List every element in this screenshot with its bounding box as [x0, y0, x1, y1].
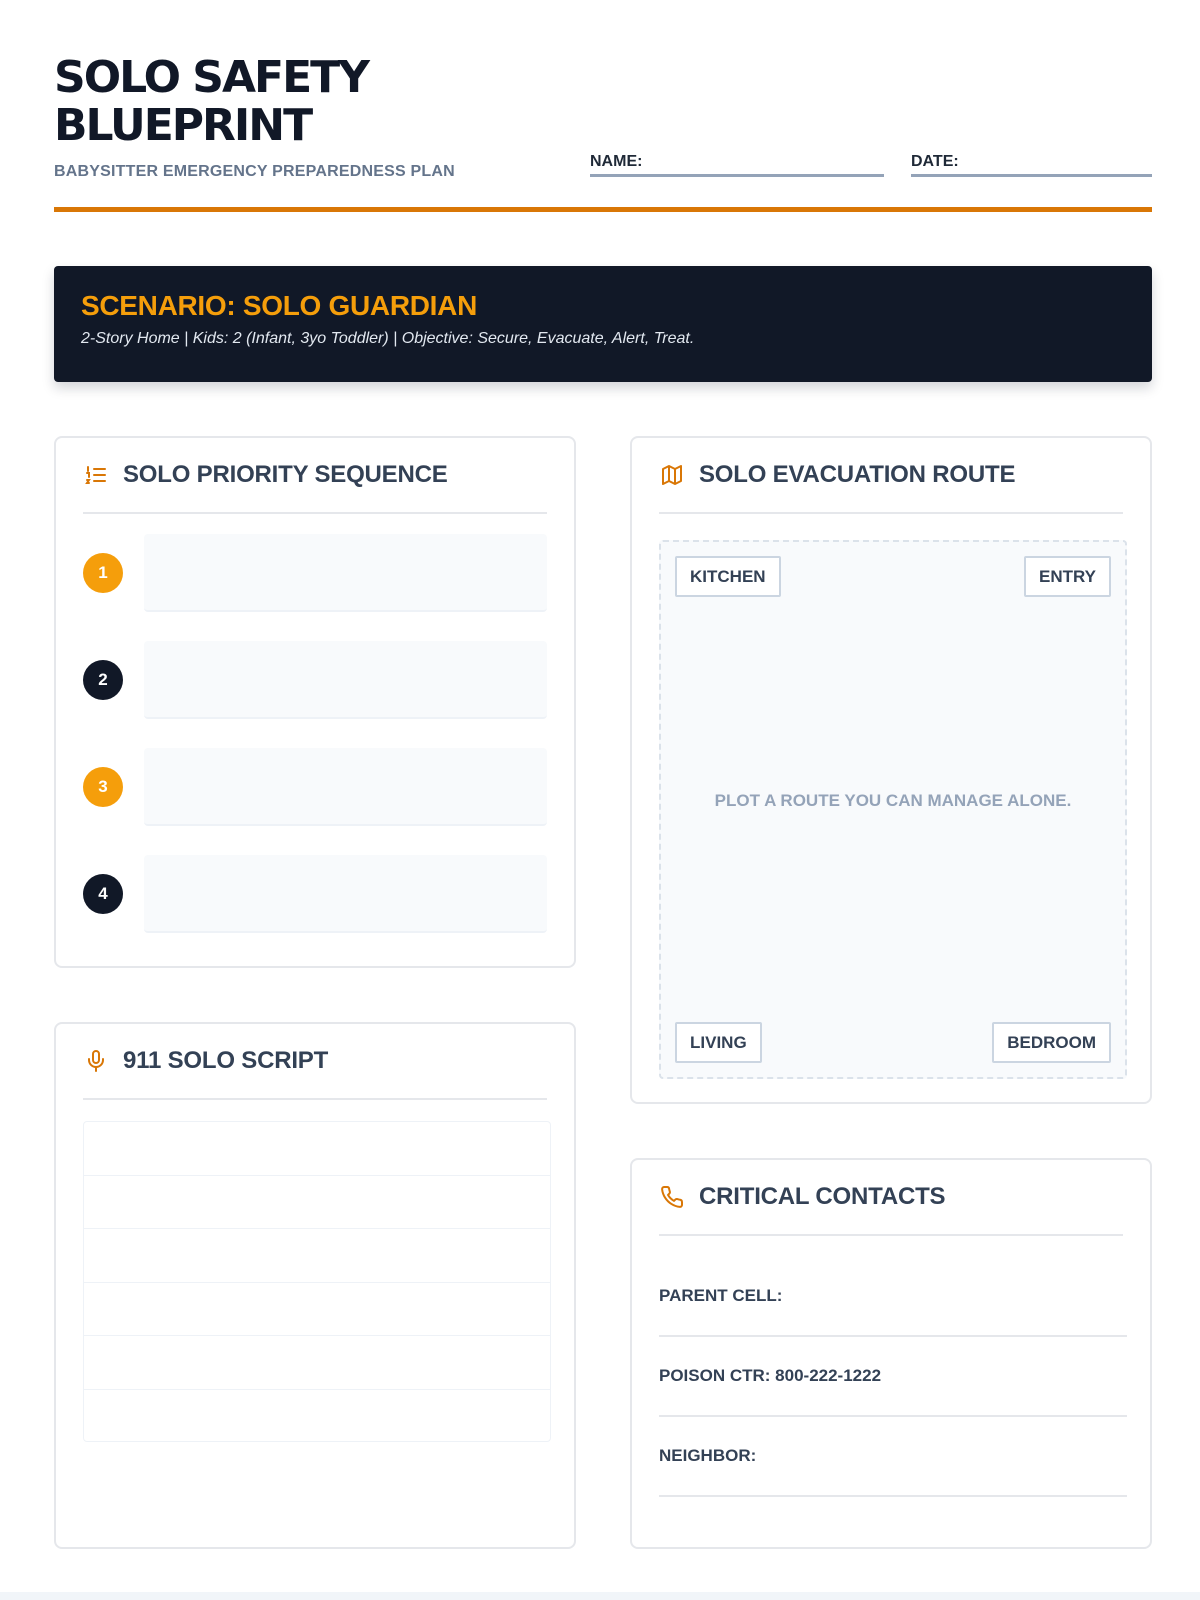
- page-subtitle: BABYSITTER EMERGENCY PREPAREDNESS PLAN: [54, 163, 455, 180]
- step-entry-box[interactable]: [144, 534, 547, 612]
- priority-sequence-card: [54, 436, 576, 968]
- writing-line: [84, 1283, 550, 1337]
- name-field[interactable]: [590, 153, 884, 177]
- step-number-badge: 3: [83, 767, 123, 807]
- step-entry-box[interactable]: [144, 641, 547, 719]
- solo-script-header: [83, 1024, 547, 1100]
- room-label-entry: ENTRY: [1024, 556, 1111, 597]
- writing-line: [84, 1336, 550, 1390]
- step-entry-box[interactable]: [144, 855, 547, 933]
- evacuation-route-header: [659, 438, 1123, 514]
- solo-script-card: [54, 1022, 576, 1549]
- page-bottom-edge: [0, 1592, 1200, 1600]
- priority-sequence-header: [83, 438, 547, 514]
- route-drawing-area[interactable]: [659, 540, 1127, 1079]
- microphone-icon: [83, 1048, 109, 1074]
- worksheet-page: [54, 0, 1152, 1600]
- priority-step-3: [83, 748, 551, 826]
- name-label: NAME:: [590, 153, 643, 170]
- phone-icon: [659, 1184, 685, 1210]
- contact-parent-cell[interactable]: PARENT CELL:: [659, 1257, 1127, 1337]
- writing-line: [84, 1122, 550, 1176]
- contact-neighbor[interactable]: NEIGHBOR:: [659, 1417, 1127, 1497]
- room-label-bedroom: BEDROOM: [992, 1022, 1111, 1063]
- map-icon: [659, 462, 685, 488]
- script-writing-lines[interactable]: [83, 1121, 551, 1442]
- priority-step-4: [83, 855, 551, 933]
- critical-contacts-card: [630, 1158, 1152, 1549]
- header-divider: [54, 207, 1152, 212]
- list-ordered-icon: [83, 462, 109, 488]
- evacuation-route-title: SOLO EVACUATION ROUTE: [699, 461, 1016, 488]
- solo-script-title: 911 SOLO SCRIPT: [123, 1047, 329, 1074]
- step-entry-box[interactable]: [144, 748, 547, 826]
- evacuation-route-card: [630, 436, 1152, 1104]
- title-line-2: BLUEPRINT: [54, 100, 312, 151]
- priority-step-1: [83, 534, 551, 612]
- date-label: DATE:: [911, 153, 959, 170]
- page-title: [54, 54, 368, 150]
- critical-contacts-header: [659, 1160, 1123, 1236]
- contact-poison-center[interactable]: POISON CTR: 800-222-1222: [659, 1337, 1127, 1417]
- scenario-subtitle: 2-Story Home | Kids: 2 (Infant, 3yo Toddler) | Objective: Secure, Evacuate, Alert, Treat.: [81, 330, 695, 347]
- priority-step-2: [83, 641, 551, 719]
- title-line-1: SOLO SAFETY: [54, 52, 369, 103]
- scenario-title: SCENARIO: SOLO GUARDIAN: [81, 290, 477, 321]
- priority-sequence-title: SOLO PRIORITY SEQUENCE: [123, 461, 448, 488]
- room-label-living: LIVING: [675, 1022, 762, 1063]
- critical-contacts-title: CRITICAL CONTACTS: [699, 1183, 946, 1210]
- step-number-badge: 2: [83, 660, 123, 700]
- step-number-badge: 4: [83, 874, 123, 914]
- scenario-banner: [54, 266, 1152, 382]
- room-label-kitchen: KITCHEN: [675, 556, 781, 597]
- writing-line: [84, 1229, 550, 1283]
- route-hint: PLOT A ROUTE YOU CAN MANAGE ALONE.: [714, 791, 1072, 810]
- date-field[interactable]: [911, 153, 1152, 177]
- step-number-badge: 1: [83, 553, 123, 593]
- writing-line: [84, 1176, 550, 1230]
- writing-line: [84, 1390, 550, 1444]
